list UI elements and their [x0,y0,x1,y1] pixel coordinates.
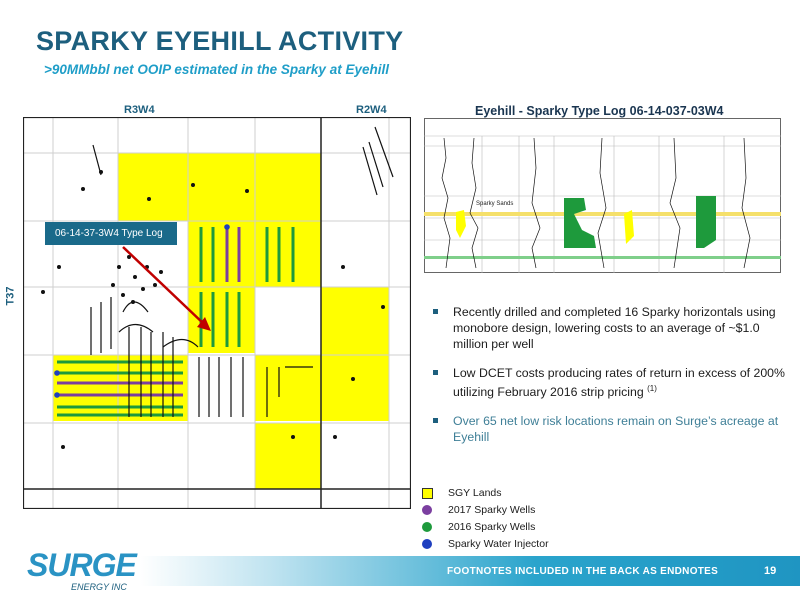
footnote-notice: FOOTNOTES INCLUDED IN THE BACK AS ENDNOTES [447,566,719,577]
land-map-graphic [23,117,411,509]
legend-item-2016-wells [421,519,549,535]
type-log-title: Eyehill - Sparky Type Log 06-14-037-03W4 [475,104,724,118]
bullet-list [430,304,790,458]
bullet-square-icon [433,418,438,423]
type-log-chart [424,118,781,273]
yellow-square-icon [422,488,433,499]
legend-label: 2017 Sparky Wells [448,504,536,516]
footnote-ref: (1) [647,384,657,393]
sparky-sands-label: Sparky Sands [476,201,514,207]
township-label: T37 [4,286,17,306]
map-legend [421,485,549,553]
legend-label: 2016 Sparky Wells [448,521,536,533]
range-label-left: R3W4 [124,104,155,116]
bullet-text: Low DCET costs producing rates of return in excess of 200% utilizing February 2016 strip pricing [453,366,785,400]
bullet-square-icon [433,370,438,375]
logo-tagline: ENERGY INC [71,582,127,592]
bullet-square-icon [433,309,438,314]
page-title: SPARKY EYEHILL ACTIVITY [36,26,404,56]
bullet-item [430,365,790,400]
range-label-right: R2W4 [356,104,387,116]
bullet-text: Over 65 net low risk locations remain on Surge’s acreage at Eyehill [453,414,779,445]
type-log-callout: 06-14-37-3W4 Type Log [45,222,177,245]
bullet-item [430,413,790,445]
green-dot-icon [422,522,432,532]
bullet-item [430,304,790,352]
legend-item-sgy-lands [421,485,549,501]
surge-logo [27,547,136,592]
type-log-graphic [424,118,781,273]
legend-label: SGY Lands [448,487,502,499]
logo-wordmark: SURGE [27,547,136,583]
bullet-text: Recently drilled and completed 16 Sparky horizontals using monobore design, lowering costs to an average of ~$1.0 million per well [453,305,776,351]
page-subtitle: >90MMbbl net OOIP estimated in the Sparky at Eyehill [44,62,389,77]
page-number: 19 [764,565,777,577]
blue-dot-icon [422,539,432,549]
purple-dot-icon [422,505,432,515]
legend-label: Sparky Water Injector [448,538,549,550]
legend-item-water-injector [421,536,549,552]
legend-item-2017-wells [421,502,549,518]
land-map [23,117,411,509]
